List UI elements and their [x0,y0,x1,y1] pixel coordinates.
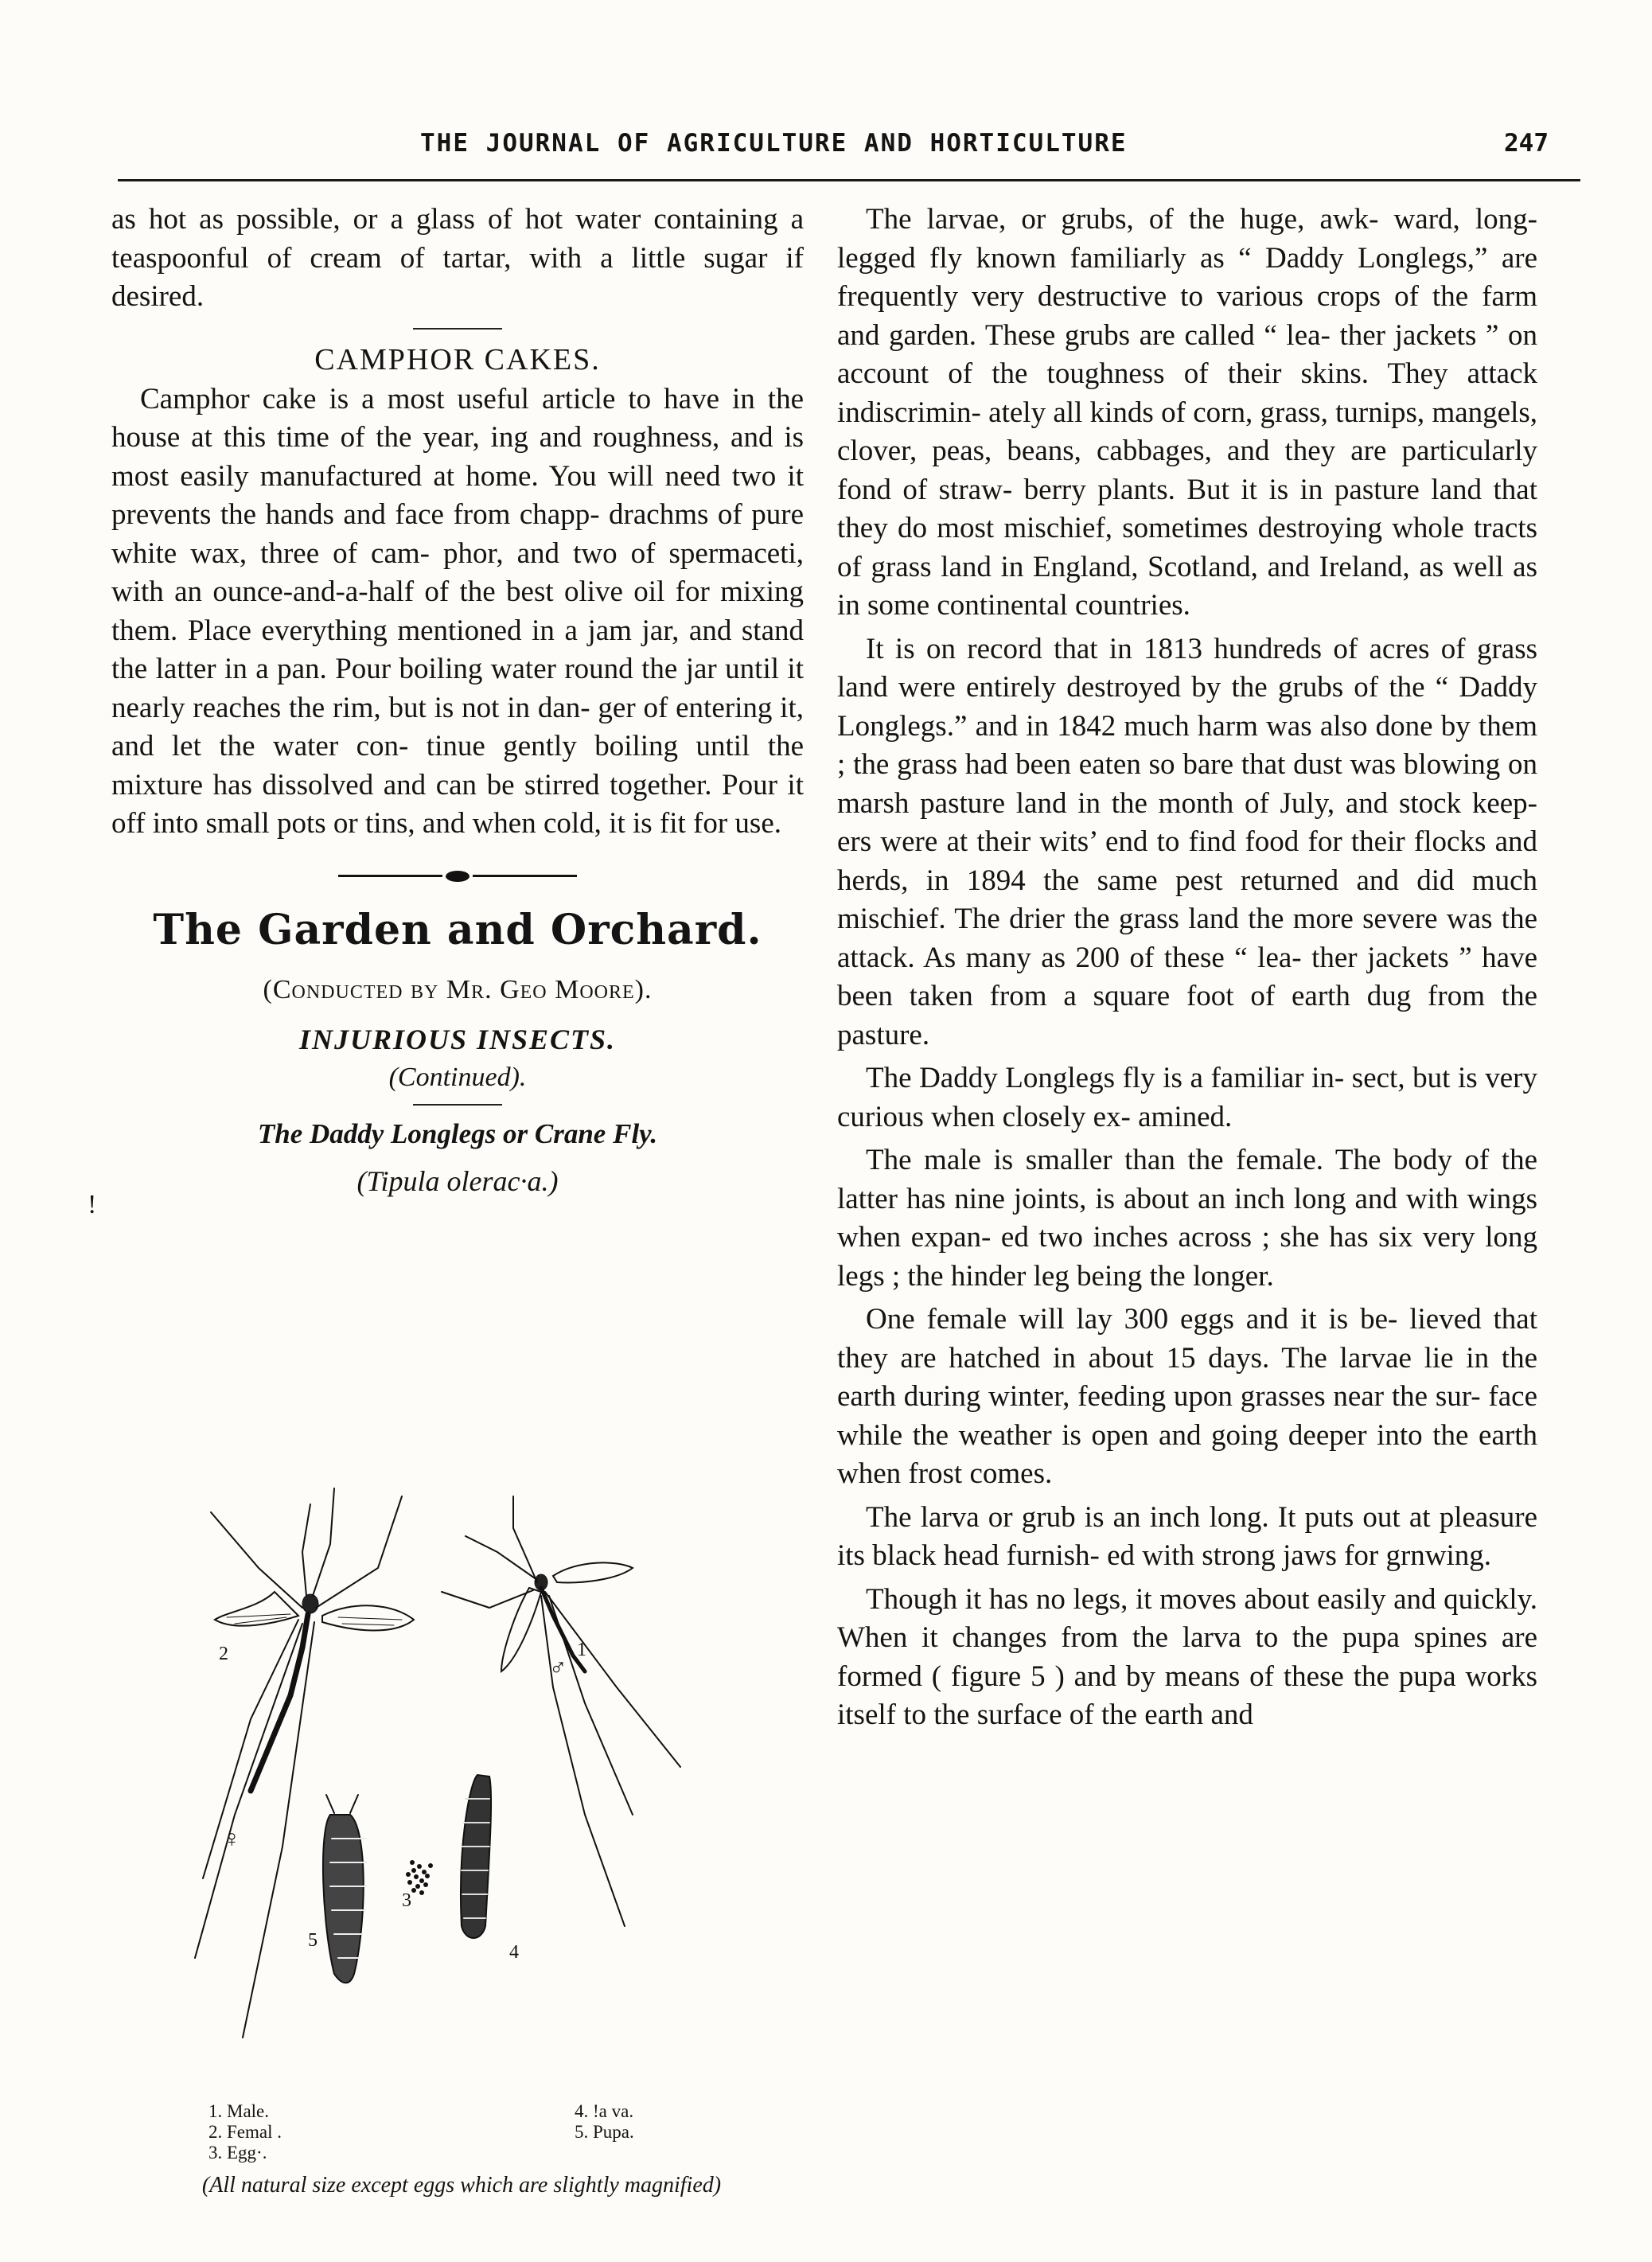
legend-item: 3. Egg·. [208,2143,267,2163]
legend-item: 2. Femal . [208,2122,282,2142]
legend-item: 4. !a va. [575,2101,634,2121]
figure-note: (All natural size except eggs which are slightly magnified) [201,2173,722,2198]
crane-fly-drawing [139,1480,768,2101]
figure-title: The Daddy Longlegs or Crane Fly. [257,1117,658,1149]
camphor-paragraph: Camphor cake is a most useful article to have in the house at this time of the year, ing and roughness, and is most easily manufactured at home. You will need two it prevents the hands and face from chapp- drachms of pure white wax, three of cam- phor, and two of spermaceti, with an ounce-and-a-half of the best olive oil for mixing them. Place everything mentioned in a jam jar, and stand the latter in a pan. Pour boiling water round the jar until it nearly reaches the rim, but is not in dan- ger of entering it, and let the water con- tinue gently boiling until the mixture has dissolved and can be stirred together. Pour it off into small pots or tins, and when cold, it is fit for use. [111,382,804,840]
legend-item: 1. Male. [208,2101,270,2121]
left-column [111,201,804,1198]
body-paragraph: One female will lay 300 eggs and it is be- lieved that they are hatched in about 15 days. The larvae lie in the earth during winter, feeding upon grasses near the sur- face while the weather is open and going deeper into the earth when frost comes. [837,1303,1537,1490]
female-symbol: ♀ [223,1826,241,1852]
body-paragraph: Though it has no legs, it moves about easily and quickly. When it changes from the larva to the pupa spines are formed ( figure 5 ) and by means of these the pupa works itself to the surface of the earth and [837,1582,1537,1731]
ornament-divider [338,871,577,882]
larva-figure [461,1775,491,1938]
journal-title: THE JOURNAL OF AGRICULTURE AND HORTICULTURE [420,129,1128,158]
figure-label-5: 5 [308,1930,318,1951]
subsection-title: INJURIOUS INSECTS. [298,1023,617,1055]
crane-fly-illustration [139,1480,768,2101]
body-paragraph: The larva or grub is an inch long. It puts out at pleasure its black head furnish- ed with strong jaws for grnwing. [837,1500,1537,1572]
body-paragraph: It is on record that in 1813 hundreds of acres of grass land were entirely destroyed by the grubs of the “ Daddy Longlegs.” and in 1842 much harm was also done by them ; the grass had been eaten so bare that dust was blowing on marsh pasture land in the month of July, and stock keep- ers were at their wits’ end to find food for their flocks and herds, in 1894 the same pest returned and did much mischief. The drier the grass land the more severe was the attack. As many as 200 of these “ lea- ther jackets ” have been taken from a square foot of earth dug from the pasture. [837,632,1537,1051]
figure-label-1: 1 [577,1640,586,1660]
body-paragraph: The Daddy Longlegs fly is a familiar in- sect, but is very curious when closely ex- amined. [837,1062,1537,1133]
divider [413,1104,502,1106]
figure-label-2: 2 [219,1644,228,1664]
running-head [118,129,1572,167]
figure-label-4: 4 [509,1942,519,1963]
page-number: 247 [1504,129,1549,158]
continuation-paragraph: as hot as possible, or a glass of hot water containing a teaspoonful of cream of tartar, with a little sugar if desired. [111,203,804,313]
stray-mark: ! [88,1190,97,1219]
body-paragraph: The larvae, or grubs, of the huge, awk- ward, long-legged fly known familiarly as “ Daddy Longlegs,” are frequently very destructive to various crops of the farm and garden. These grubs are called “ lea- ther jackets ” on account of the toughness of their skins. They attack indiscrimin- ately all kinds of corn, grass, turnips, mangels, clover, peas, beans, cabbages, and they are particularly fond of straw- berry plants. But it is in pasture land that they do most mischief, sometimes destroying whole tracts of grass land in England, Scotland, and Ireland, as well as in some continental countries. [837,203,1537,622]
pupa-figure [323,1795,367,1983]
divider [413,328,502,330]
right-column [837,201,1537,1740]
camphor-heading: CAMPHOR CAKES. [314,342,601,376]
figure-label-3: 3 [402,1890,411,1911]
conducted-by: (Conducted by Mr. Geo Moore). [263,974,653,1004]
legend-item: 5. Pupa. [575,2122,634,2142]
figure-latin-name: (Tipula olerac·a.) [357,1164,559,1197]
female-fly-figure [195,1488,414,2038]
section-title: The Garden and Orchard. [153,905,762,954]
male-symbol: ♂ [549,1655,567,1681]
header-rule [118,179,1580,181]
continued-note: (Continued). [388,1062,527,1092]
body-paragraph: The male is smaller than the female. The body of the latter has nine joints, is about an inch long and with wings when expan- ed two inches across ; she has six very long legs ; the hinder leg being the longer. [837,1144,1537,1293]
